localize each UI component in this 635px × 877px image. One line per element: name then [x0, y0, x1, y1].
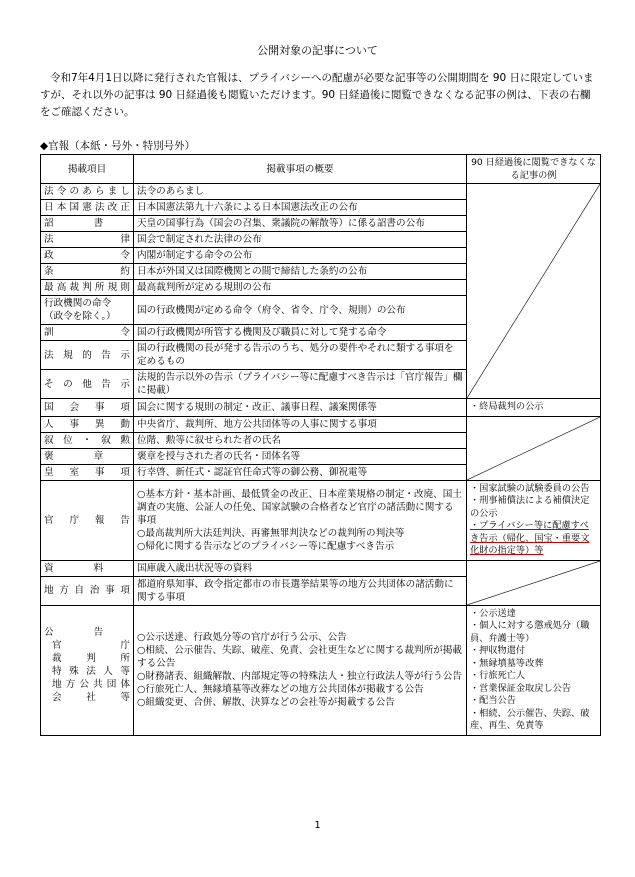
- summary-line: ○財務諸表、組織解散、内部規定等の特殊法人・独立行政法人等が行う公告: [137, 671, 462, 682]
- example-line: ・営業保証金取戻し公告: [470, 682, 572, 694]
- table-row: [41, 184, 601, 200]
- row-summary: 法令のあらまし: [134, 184, 467, 200]
- row-item: 最高裁判所規則: [41, 280, 134, 296]
- row-item: 詔書: [41, 216, 134, 232]
- row-item: 褒章: [41, 448, 134, 464]
- row-summary: 褒章を授与された者の氏名・団体名等: [134, 448, 467, 464]
- summary-line: ○基本方針・基本計画、最低賃金の改正、日本産業規格の制定・改廃、国土調査の実施、公証人の任免、国家試験の合格者など官庁の諸活動に関する事項: [137, 488, 462, 526]
- sub-item: 会社等: [52, 691, 130, 703]
- row-item: 官庁報告: [41, 480, 134, 560]
- sub-item: 官庁: [52, 639, 130, 651]
- header-example: 90 日経過後に閲覧できなくなる記事の例: [467, 155, 601, 184]
- row-summary: 天皇の国事行為（国会の召集、衆議院の解散等）に係る詔書の公布: [134, 216, 467, 232]
- row-summary: [134, 605, 467, 735]
- example-line: ・行旅死亡人: [470, 670, 526, 681]
- row-item: 皇室事項: [41, 464, 134, 480]
- row-example: [467, 605, 601, 735]
- row-summary: 国庫歳入歳出状況等の資料: [134, 560, 467, 576]
- table-row: [41, 480, 601, 560]
- header-summary: 掲載事項の概要: [134, 155, 467, 184]
- row-item: 条約: [41, 264, 134, 280]
- row-item: 行政機関の命令（政令を除く。）: [41, 296, 134, 325]
- row-item: 訓令: [41, 325, 134, 341]
- example-line: ・相続、公示催告、失踪、破産、再生、免責等: [470, 707, 590, 731]
- example-line: ・国家試験の試験委員の公告: [470, 482, 590, 494]
- row-summary: 最高裁判所が定める規則の公布: [134, 280, 467, 296]
- example-line: ・押収物還付: [470, 645, 526, 656]
- example-line: ・個人に対する懲戒処分（職員、弁護士等）: [470, 620, 590, 644]
- row-item: 叙位・叙勲: [41, 432, 134, 448]
- row-summary: 国会に関する規則の制定・改正、議事日程、議案関係等: [134, 399, 467, 417]
- row-summary: 国の行政機関の長が発する告示のうち、処分の要件やそれに類する事項を定めるもの: [134, 341, 467, 370]
- sub-item: 特殊法人等: [52, 665, 130, 677]
- summary-line: ○最高裁判所大法廷判決、再審無罪判決などの裁判所の判決等: [137, 527, 405, 539]
- summary-line: ○帰化に関する告示などのプライバシー等に配慮すべき告示: [137, 540, 395, 552]
- summary-line: ○行旅死亡人、無縁墳墓等改葬などの地方公共団体が掲載する公告: [137, 684, 424, 695]
- diagonal-line: [467, 184, 600, 398]
- example-line: ・公示送達: [470, 607, 516, 619]
- row-item: 日本国憲法改正: [41, 200, 134, 216]
- row-item-label: 公告: [44, 626, 144, 638]
- row-item: その他告示: [41, 370, 134, 399]
- row-summary: 内閣が制定する命令の公布: [134, 248, 467, 264]
- summary-line: ○組織変更、合併、解散、決算などの会社等が掲載する公告: [137, 697, 395, 708]
- page-title: 公開対象の記事について: [257, 44, 378, 57]
- row-item: 政令: [41, 248, 134, 264]
- row-summary: 都道府県知事、政令指定都市の市長選挙結果等の地方公共団体の諸活動に関する事項: [134, 576, 467, 605]
- sub-item: 裁判所: [52, 652, 130, 664]
- row-item: 人事異動: [41, 416, 134, 432]
- row-item: 法律: [41, 232, 134, 248]
- row-item: 法規的告示: [41, 341, 134, 370]
- row-summary: 日本が外国又は国際機関との間で締結した条約の公布: [134, 264, 467, 280]
- row-summary: 位階、勲等に叙せられた者の氏名: [134, 432, 467, 448]
- row-example: [467, 480, 601, 560]
- row-summary: 国の行政機関が所管する機関及び職員に対して発する命令: [134, 325, 467, 341]
- table-row: [41, 560, 601, 576]
- empty-example-cell: [467, 184, 601, 399]
- empty-example-cell: [467, 416, 601, 480]
- example-line: ・プライバシー等に配慮すべき告示（帰化、国宝・重要文化財の指定等）等: [470, 520, 590, 556]
- kanpo-table: [40, 154, 601, 736]
- row-item: 国会事項: [41, 399, 134, 417]
- table-header-row: [41, 155, 601, 184]
- row-example: ・終局裁判の公示: [467, 399, 601, 417]
- diagonal-line: [467, 561, 600, 605]
- row-item: [41, 605, 144, 735]
- empty-example-cell: [467, 560, 601, 605]
- example-line: ・無縁墳墓等改葬: [470, 657, 544, 669]
- intro-paragraph: 令和7年4月1日以降に発行された官報は、プライバシーへの配慮が必要な記事等の公開期間を 90 日に限定していますが、それ以外の記事は 90 日経過後も閲覧いただけます。90 日経過後に閲覧できなくなる記事の例は、下表の右欄をご確認ください。: [40, 72, 594, 118]
- diagonal-line: [467, 417, 600, 480]
- summary-line: ○相続、公示催告、失踪、破産、免責、会社更生などに関する裁判所が掲載する公告: [137, 645, 462, 669]
- row-summary: 行幸啓、新任式・認証官任命式等の御公務、御祝電等: [134, 464, 467, 480]
- row-summary: 国の行政機関が定める命令（府令、省令、庁令、規則）の公布: [134, 296, 467, 325]
- row-summary: 日本国憲法第九十六条による日本国憲法改正の公布: [134, 200, 467, 216]
- page-number: 1: [314, 820, 321, 831]
- row-item: 地方自治事項: [41, 576, 134, 605]
- row-item: 資料: [41, 560, 134, 576]
- row-summary: 中央省庁、裁判所、地方公共団体等の人事に関する事項: [134, 416, 467, 432]
- summary-line: ○公示送達、行政処分等の官庁が行う公示、公告: [137, 632, 347, 643]
- table-row: [41, 605, 601, 735]
- header-item: 掲載項目: [41, 155, 134, 184]
- example-line: ・刑事補償法による補償決定の公示: [470, 495, 590, 519]
- row-item: 法令のあらまし: [41, 184, 134, 200]
- example-line: ・配当公告: [470, 695, 516, 706]
- section-heading: ◆官報（本紙・号外・特別号外）: [40, 140, 196, 152]
- row-summary: [134, 480, 467, 560]
- sub-item: 地方公共団体: [52, 678, 130, 690]
- row-summary: 法規的告示以外の告示（プライバシー等に配慮すべき告示は「官庁報告」欄に掲載）: [134, 370, 467, 399]
- table-row: [41, 399, 601, 417]
- row-summary: 国会で制定された法律の公布: [134, 232, 467, 248]
- table-row: [41, 416, 601, 432]
